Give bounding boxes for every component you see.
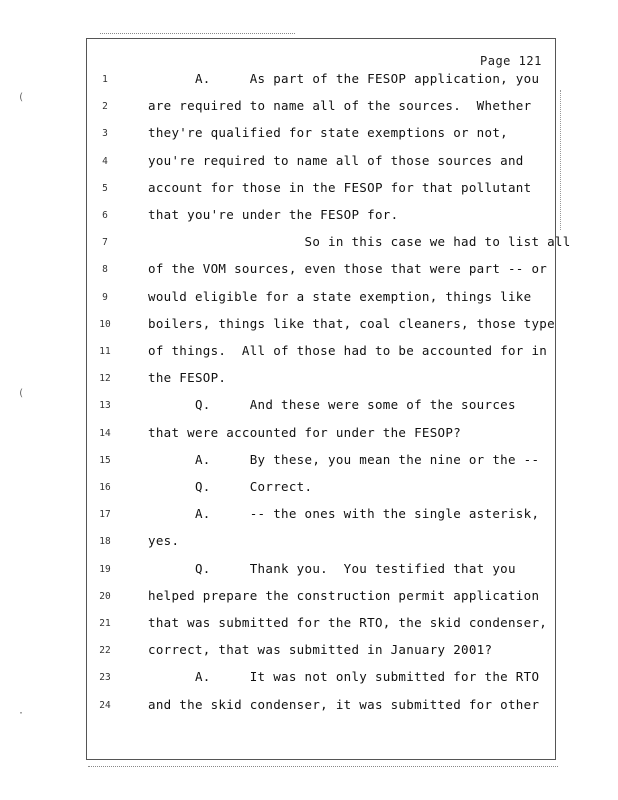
line-text: So in this case we had to list all <box>148 234 571 250</box>
line-number: 23 <box>99 672 111 684</box>
line-text: that was submitted for the RTO, the skid condenser, <box>148 615 548 630</box>
transcript-line <box>0 343 618 363</box>
bottom-scan-rule <box>88 766 558 767</box>
line-text: account for those in the FESOP for that pollutant <box>148 179 532 195</box>
line-text: that you're under the FESOP for. <box>148 207 399 222</box>
line-text: would eligible for a state exemption, things like <box>148 288 532 304</box>
top-scan-rule <box>100 33 295 34</box>
line-number: 6 <box>102 210 108 221</box>
transcript-line <box>0 370 618 390</box>
line-text: A. As part of the FESOP application, you <box>148 71 540 86</box>
line-number: 4 <box>102 155 108 167</box>
line-text: helped prepare the construction permit application <box>148 587 540 603</box>
transcript-line <box>0 397 618 417</box>
transcript-line <box>0 180 618 200</box>
transcript-line <box>0 207 618 227</box>
line-text: of the VOM sources, even those that were part -- or <box>148 261 548 277</box>
transcript-line <box>0 669 618 689</box>
line-text: Q. And these were some of the sources <box>148 397 516 413</box>
line-text: Q. Thank you. You testified that you <box>148 560 516 576</box>
line-number: 7 <box>102 237 108 249</box>
line-number: 14 <box>99 427 111 439</box>
line-text: of things. All of those had to be accounted for in <box>148 343 548 358</box>
transcript-line <box>0 289 618 309</box>
transcript-line <box>0 506 618 526</box>
line-text: correct, that was submitted in January 2001? <box>148 642 493 658</box>
line-number: 11 <box>99 346 111 357</box>
line-text: boilers, things like that, coal cleaners, those type <box>148 315 555 331</box>
transcript-line <box>0 561 618 581</box>
transcript-line <box>0 71 618 91</box>
line-text: yes. <box>148 533 180 549</box>
line-text: and the skid condenser, it was submitted for other <box>148 696 540 712</box>
transcript-line <box>0 261 618 281</box>
line-number: 2 <box>102 101 108 113</box>
transcript-line <box>0 153 618 173</box>
line-text: you're required to name all of those sources and <box>148 152 524 168</box>
line-text: A. By these, you mean the nine or the -- <box>148 451 540 467</box>
transcript-line <box>0 479 618 499</box>
transcript-line <box>0 588 618 608</box>
line-text: Q. Correct. <box>148 479 313 494</box>
margin-scan-mark: ( <box>18 388 25 399</box>
line-number: 20 <box>99 590 111 602</box>
line-number: 21 <box>99 618 111 629</box>
line-number: 22 <box>99 645 111 657</box>
line-text: that were accounted for under the FESOP? <box>148 424 462 440</box>
transcript-line <box>0 615 618 635</box>
page-number: Page 121 <box>480 54 542 68</box>
line-text: the FESOP. <box>148 370 227 386</box>
line-number: 15 <box>99 454 111 466</box>
line-number: 1 <box>102 74 108 85</box>
transcript-line <box>0 234 618 254</box>
line-number: 17 <box>99 509 111 521</box>
line-number: 3 <box>102 128 108 140</box>
line-number: 9 <box>102 291 108 303</box>
transcript-line <box>0 98 618 118</box>
line-text: they're qualified for state exemptions or not, <box>148 125 508 141</box>
line-number: 10 <box>99 318 111 330</box>
transcript-line <box>0 452 618 472</box>
line-text: A. -- the ones with the single asterisk, <box>148 506 540 522</box>
line-number: 5 <box>102 182 108 194</box>
line-number: 16 <box>99 482 111 493</box>
transcript-line <box>0 125 618 145</box>
transcript-line <box>0 533 618 553</box>
transcript-line <box>0 316 618 336</box>
line-number: 8 <box>102 264 108 276</box>
line-number: 19 <box>99 563 111 575</box>
line-text: A. It was not only submitted for the RTO <box>148 669 540 685</box>
line-number: 13 <box>99 400 111 412</box>
line-text: are required to name all of the sources. Whether <box>148 98 532 114</box>
line-number: 24 <box>99 699 111 711</box>
line-number: 12 <box>99 373 111 385</box>
transcript-line <box>0 642 618 662</box>
line-number: 18 <box>99 536 111 548</box>
margin-scan-mark: · <box>18 708 25 719</box>
transcript-line <box>0 697 618 717</box>
margin-scan-mark: ( <box>18 92 25 103</box>
transcript-line <box>0 425 618 445</box>
